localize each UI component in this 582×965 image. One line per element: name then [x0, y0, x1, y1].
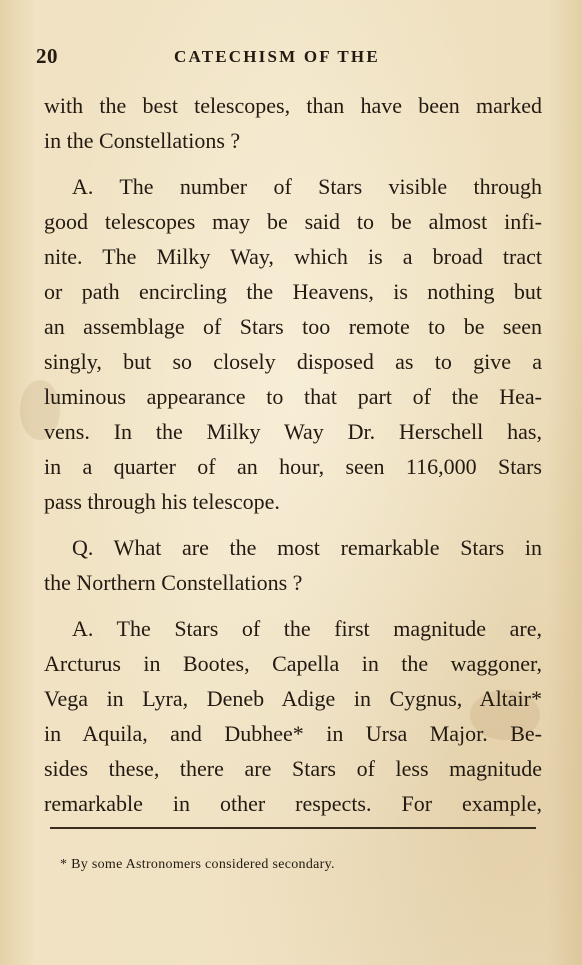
running-head — [36, 44, 410, 74]
page-number: 20 — [36, 44, 58, 68]
text-line: in a quarter of an hour, seen 116,000 Stars — [44, 454, 542, 479]
text-line: in Aquila, and Dubhee* in Ursa Major. Be- — [44, 721, 542, 746]
text-line: luminous appearance to that part of the Hea- — [44, 384, 542, 409]
body-text — [44, 88, 542, 821]
text-line: A. The Stars of the first magnitude are, — [72, 616, 542, 641]
footnote: * By some Astronomers considered secondary. — [60, 857, 335, 872]
text-line: the Northern Constellations ? — [44, 570, 303, 595]
paragraph — [44, 169, 542, 519]
text-line: sides these, there are Stars of less magnitude — [44, 756, 542, 781]
text-line: or path encircling the Heavens, is nothing but — [44, 279, 542, 304]
text-line: vens. In the Milky Way Dr. Herschell has, — [44, 419, 542, 444]
paragraph-gap — [44, 600, 542, 611]
paragraph — [44, 611, 542, 821]
text-line: Q. What are the most remarkable Stars in — [72, 535, 542, 560]
text-line: Arcturus in Bootes, Capella in the waggoner, — [44, 651, 542, 676]
text-line: an assemblage of Stars too remote to be seen — [44, 314, 542, 339]
text-line: A. The number of Stars visible through — [72, 174, 542, 199]
text-line: remarkable in other respects. For example, — [44, 791, 542, 816]
text-line: singly, but so closely disposed as to give a — [44, 349, 542, 374]
paragraph-gap — [44, 519, 542, 530]
text-line: nite. The Milky Way, which is a broad tract — [44, 244, 542, 269]
text-line: with the best telescopes, than have been marked — [44, 93, 542, 118]
running-title: CATECHISM OF THE — [174, 47, 380, 66]
text-line: Vega in Lyra, Deneb Adige in Cygnus, Altair* — [44, 686, 542, 711]
text-line: pass through his telescope. — [44, 489, 280, 514]
paragraph-gap — [44, 158, 542, 169]
text-line: good telescopes may be said to be almost infi- — [44, 209, 542, 234]
paragraph — [44, 88, 542, 158]
footnote-rule — [50, 827, 536, 829]
text-line: in the Constellations ? — [44, 128, 241, 153]
paragraph — [44, 530, 542, 600]
